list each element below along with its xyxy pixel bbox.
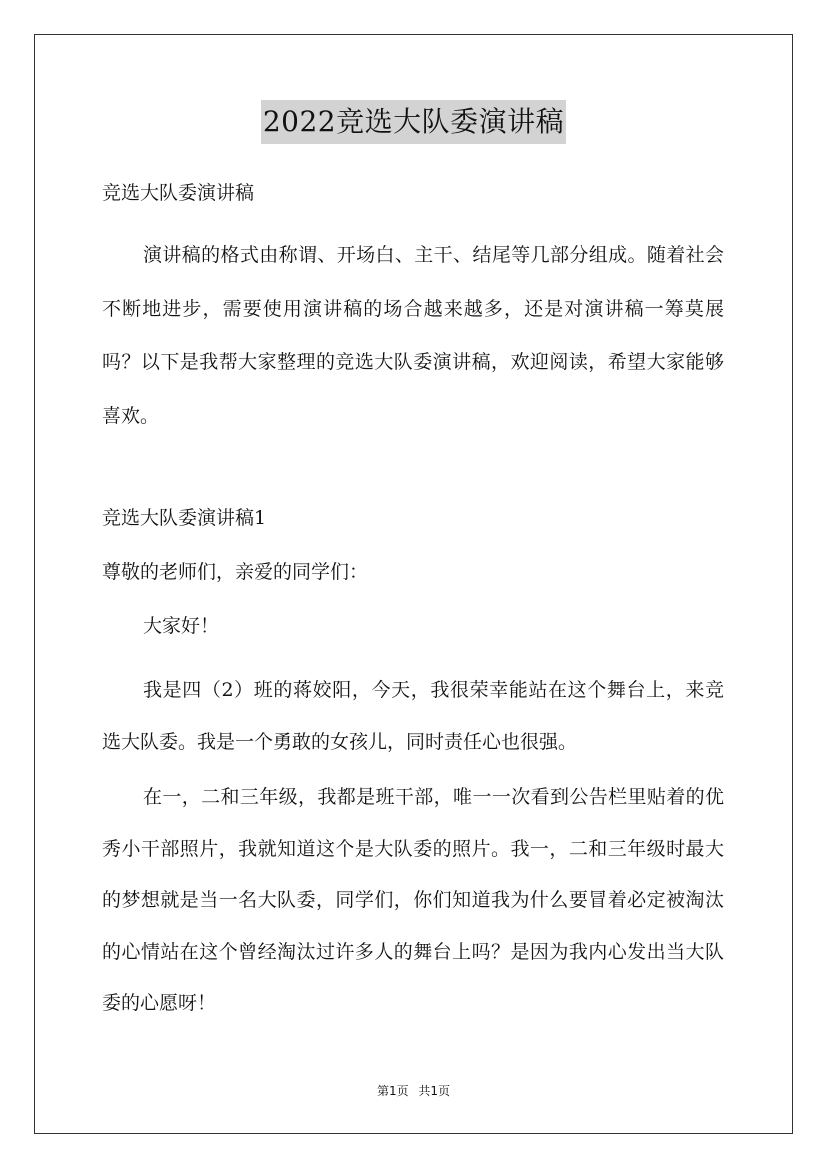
- document-title: 2022竞选大队委演讲稿: [261, 100, 566, 144]
- section-heading: 竞选大队委演讲稿1: [102, 507, 267, 529]
- body-paragraph-2: 在一，二和三年级，我都是班干部，唯一一次看到公告栏里贴着的优秀小干部照片，我就知道这个是大队委的照片。我一，二和三年级时最大的梦想就是当一名大队委，同学们，你们知道我为什么要冒着必定被淘汰的心情站在这个曾经淘汰过许多人的舞台上吗？是因为我内心发出当大队委的心愿呀！: [102, 786, 724, 1014]
- page-number: 第1页: [376, 1084, 409, 1098]
- page-footer: [0, 1082, 827, 1099]
- document-subtitle: 竞选大队委演讲稿: [102, 182, 255, 204]
- intro-paragraph: 演讲稿的格式由称谓、开场白、主干、结尾等几部分组成。随着社会不断地进步，需要使用演讲稿的场合越来越多，还是对演讲稿一筹莫展吗？以下是我帮大家整理的竞选大队委演讲稿，欢迎阅读，希望大家能够喜欢。: [102, 244, 724, 427]
- page-total: 共1页: [418, 1084, 451, 1098]
- body-paragraph-1: 我是四（2）班的蒋姣阳，今天，我很荣幸能站在这个舞台上，来竞选大队委。我是一个勇敢的女孩儿，同时责任心也很强。: [102, 679, 724, 753]
- salutation: 尊敬的老师们，亲爱的同学们：: [102, 561, 369, 583]
- title-container: [0, 100, 827, 144]
- greeting: 大家好！: [143, 615, 220, 637]
